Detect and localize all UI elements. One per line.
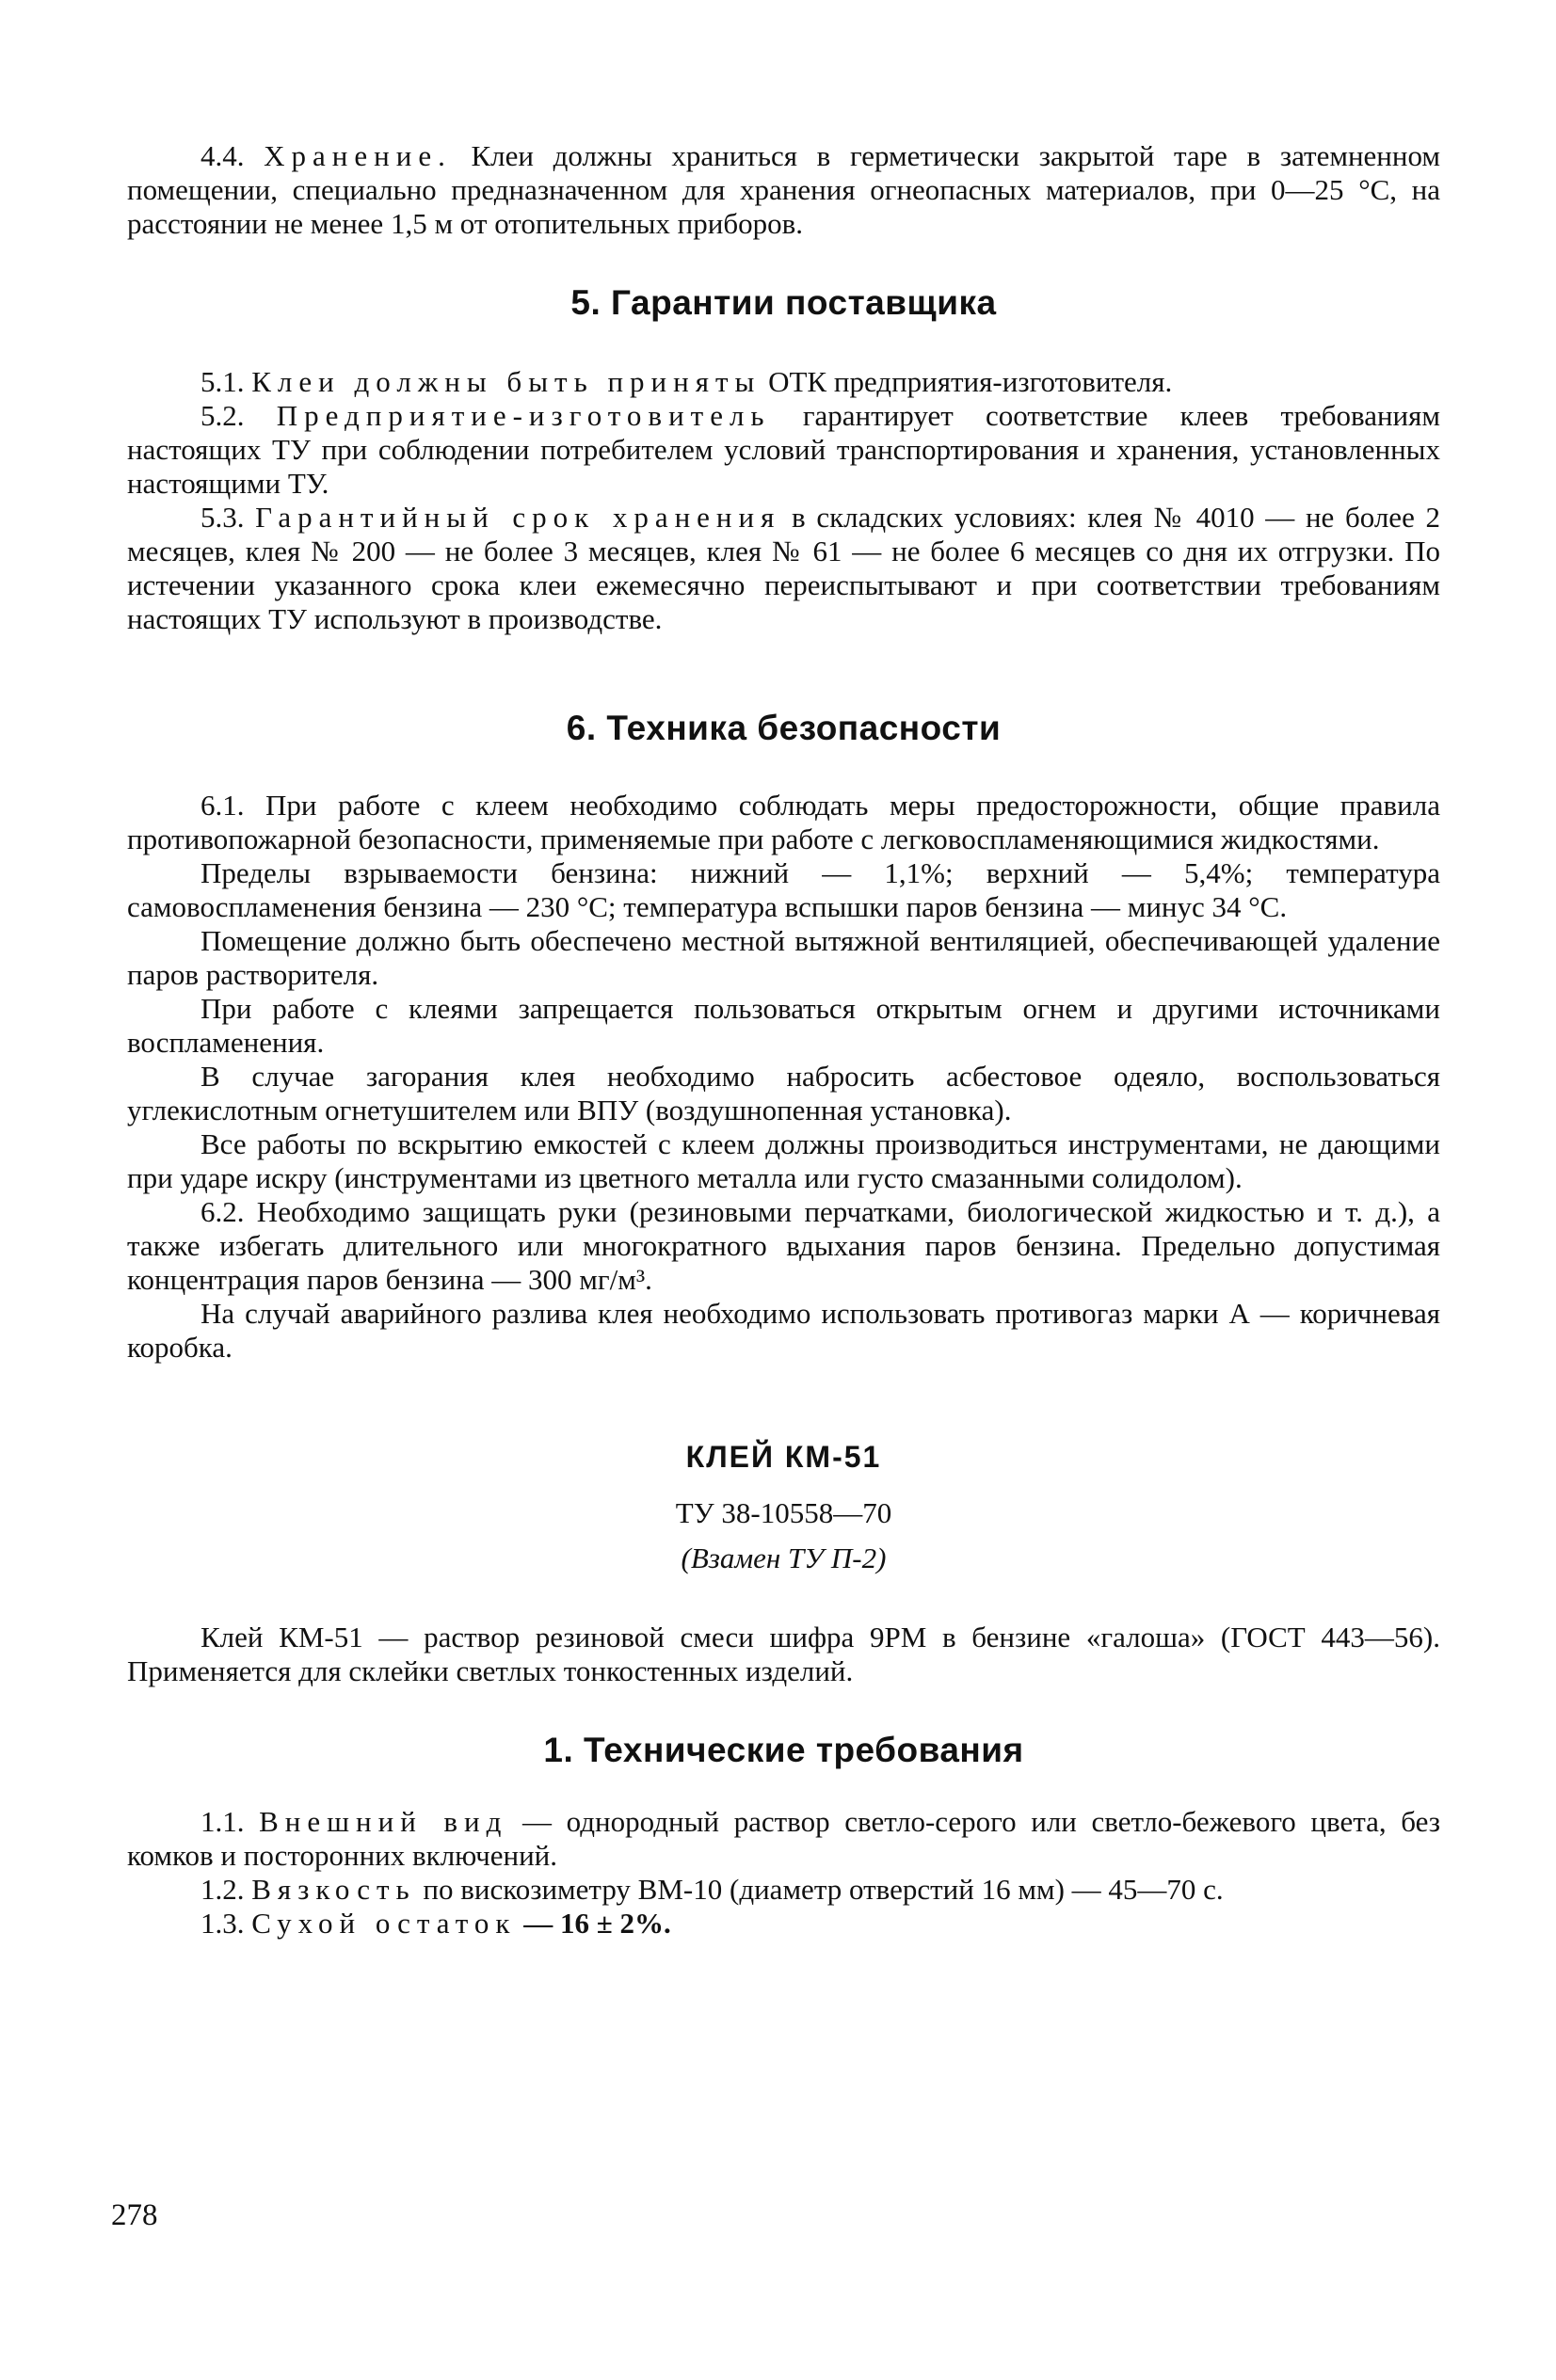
clause-heading: Клеи должны быть приняты <box>251 365 762 398</box>
paragraph-5-3 <box>127 501 1440 636</box>
paragraph-explosion-limits: Пределы взрываемости бензина: нижний — 1,1%; верхний — 5,4%; температура самовоспламенения бензина — 230 °С; температура вспышки паров бензина — минус 34 °С. <box>127 856 1440 923</box>
clause-heading: Вязкость <box>251 1873 416 1906</box>
clause-heading: Хранение. <box>264 139 452 172</box>
text-column <box>127 139 1440 1941</box>
paragraph-6-1: 6.1. При работе с клеем необходимо соблюдать меры предосторожности, общие правила противопожарной безопасности, применяемые при работе с легковоспламеняющимися жидкостями. <box>127 789 1440 855</box>
paragraph-1-1 <box>127 1805 1440 1873</box>
clause-heading: Гарантийный срок хранения <box>255 501 781 534</box>
clause-text: по вискозиметру ВМ-10 (диаметр отверстий 16 мм) — 45—70 с. <box>423 1873 1224 1906</box>
replaces-spec: (Взамен ТУ П-2) <box>681 1541 887 1574</box>
clause-number: 1.1. <box>201 1805 245 1838</box>
clause-number: 5.2. <box>201 399 245 432</box>
clause-number: 1.3. <box>201 1907 245 1940</box>
section-5-title: 5. Гарантии поставщика <box>570 283 997 322</box>
adhesive-intro: Клей КМ-51 — раствор резиновой смеси шифра 9РМ в бензине «галоша» (ГОСТ 443—56). Применяется для склейки светлых тонкостенных изделий. <box>127 1621 1440 1687</box>
clause-number: 5.3. <box>201 501 245 534</box>
paragraph-open-fire: При работе с клеями запрещается пользоваться открытым огнем и другими источниками воспламенения. <box>127 992 1440 1059</box>
clause-text: Клеи должны храниться в герметически закрытой таре в затемненном помещении, специально предназначенном для хранения огнеопасных материалов, при 0—25 °С, на расстоянии не менее 1,5 м от отопительных приборов. <box>127 139 1441 240</box>
section-1-title: 1. Технические требования <box>543 1731 1024 1769</box>
spec-number: ТУ 38-10558—70 <box>675 1496 892 1529</box>
clause-heading: Предприятие-изготовитель <box>276 399 771 432</box>
clause-number: 1.2. <box>201 1873 245 1906</box>
paragraph-gas-mask: На случай аварийного разлива клея необходимо использовать противогаз марки А — коричневая коробка. <box>127 1297 1440 1364</box>
clause-text: — однородный раствор светло-серого или светло-бежевого цвета, без комков и посторонних включений. <box>127 1805 1441 1872</box>
adhesive-title: КЛЕЙ КМ-51 <box>685 1440 882 1474</box>
paragraph-tools: Все работы по вскрытию емкостей с клеем должны производиться инструментами, не дающими при ударе искру (инструментами из цветного металла или густо смазанными солидолом). <box>127 1127 1440 1194</box>
paragraph-5-2 <box>127 399 1440 501</box>
clause-text: гарантирует соответствие клеев требованиям настоящих ТУ при соблюдении потребителем условий транспортирования и хранения, установленных настоящими ТУ. <box>127 399 1441 500</box>
clause-text: ОТК предприятия-изготовителя. <box>768 365 1173 398</box>
paragraph-6-2: 6.2. Необходимо защищать руки (резиновыми перчатками, биологической жидкостью и т. д.), а также избегать длительного или многократного вдыхания паров бензина. Предельно допустимая концентрация паров бензина — 300 мг/м³. <box>127 1195 1440 1296</box>
paragraph-ventilation: Помещение должно быть обеспечено местной вытяжной вентиляцией, обеспечивающей удаление паров растворителя. <box>127 924 1440 991</box>
paragraph-1-2 <box>127 1873 1440 1907</box>
clause-text: в складских условиях: клея № 4010 — не более 2 месяцев, клея № 200 — не более 3 месяцев, клея № 61 — не более 6 месяцев со дня их отгрузки. По истечении указанного срока клеи ежемесячно переиспытывают и при соответствии требованиям настоящих ТУ используют в производстве. <box>127 501 1440 635</box>
clause-text: — 16 ± 2%. <box>523 1907 671 1940</box>
clause-number: 5.1. <box>201 365 245 398</box>
page-number: 278 <box>111 2198 158 2232</box>
clause-heading: Внешний вид <box>259 1805 508 1838</box>
clause-number: 4.4. <box>201 139 245 172</box>
clause-heading: Сухой остаток <box>251 1907 517 1940</box>
paragraph-1-3 <box>127 1907 1440 1941</box>
paragraph-ignition: В случае загорания клея необходимо набросить асбестовое одеяло, воспользоваться углекислотным огнетушителем или ВПУ (воздушнопенная установка). <box>127 1060 1440 1126</box>
section-6-title: 6. Техника безопасности <box>566 709 1002 747</box>
paragraph-5-1 <box>127 365 1440 399</box>
paragraph-4-4 <box>127 139 1440 241</box>
